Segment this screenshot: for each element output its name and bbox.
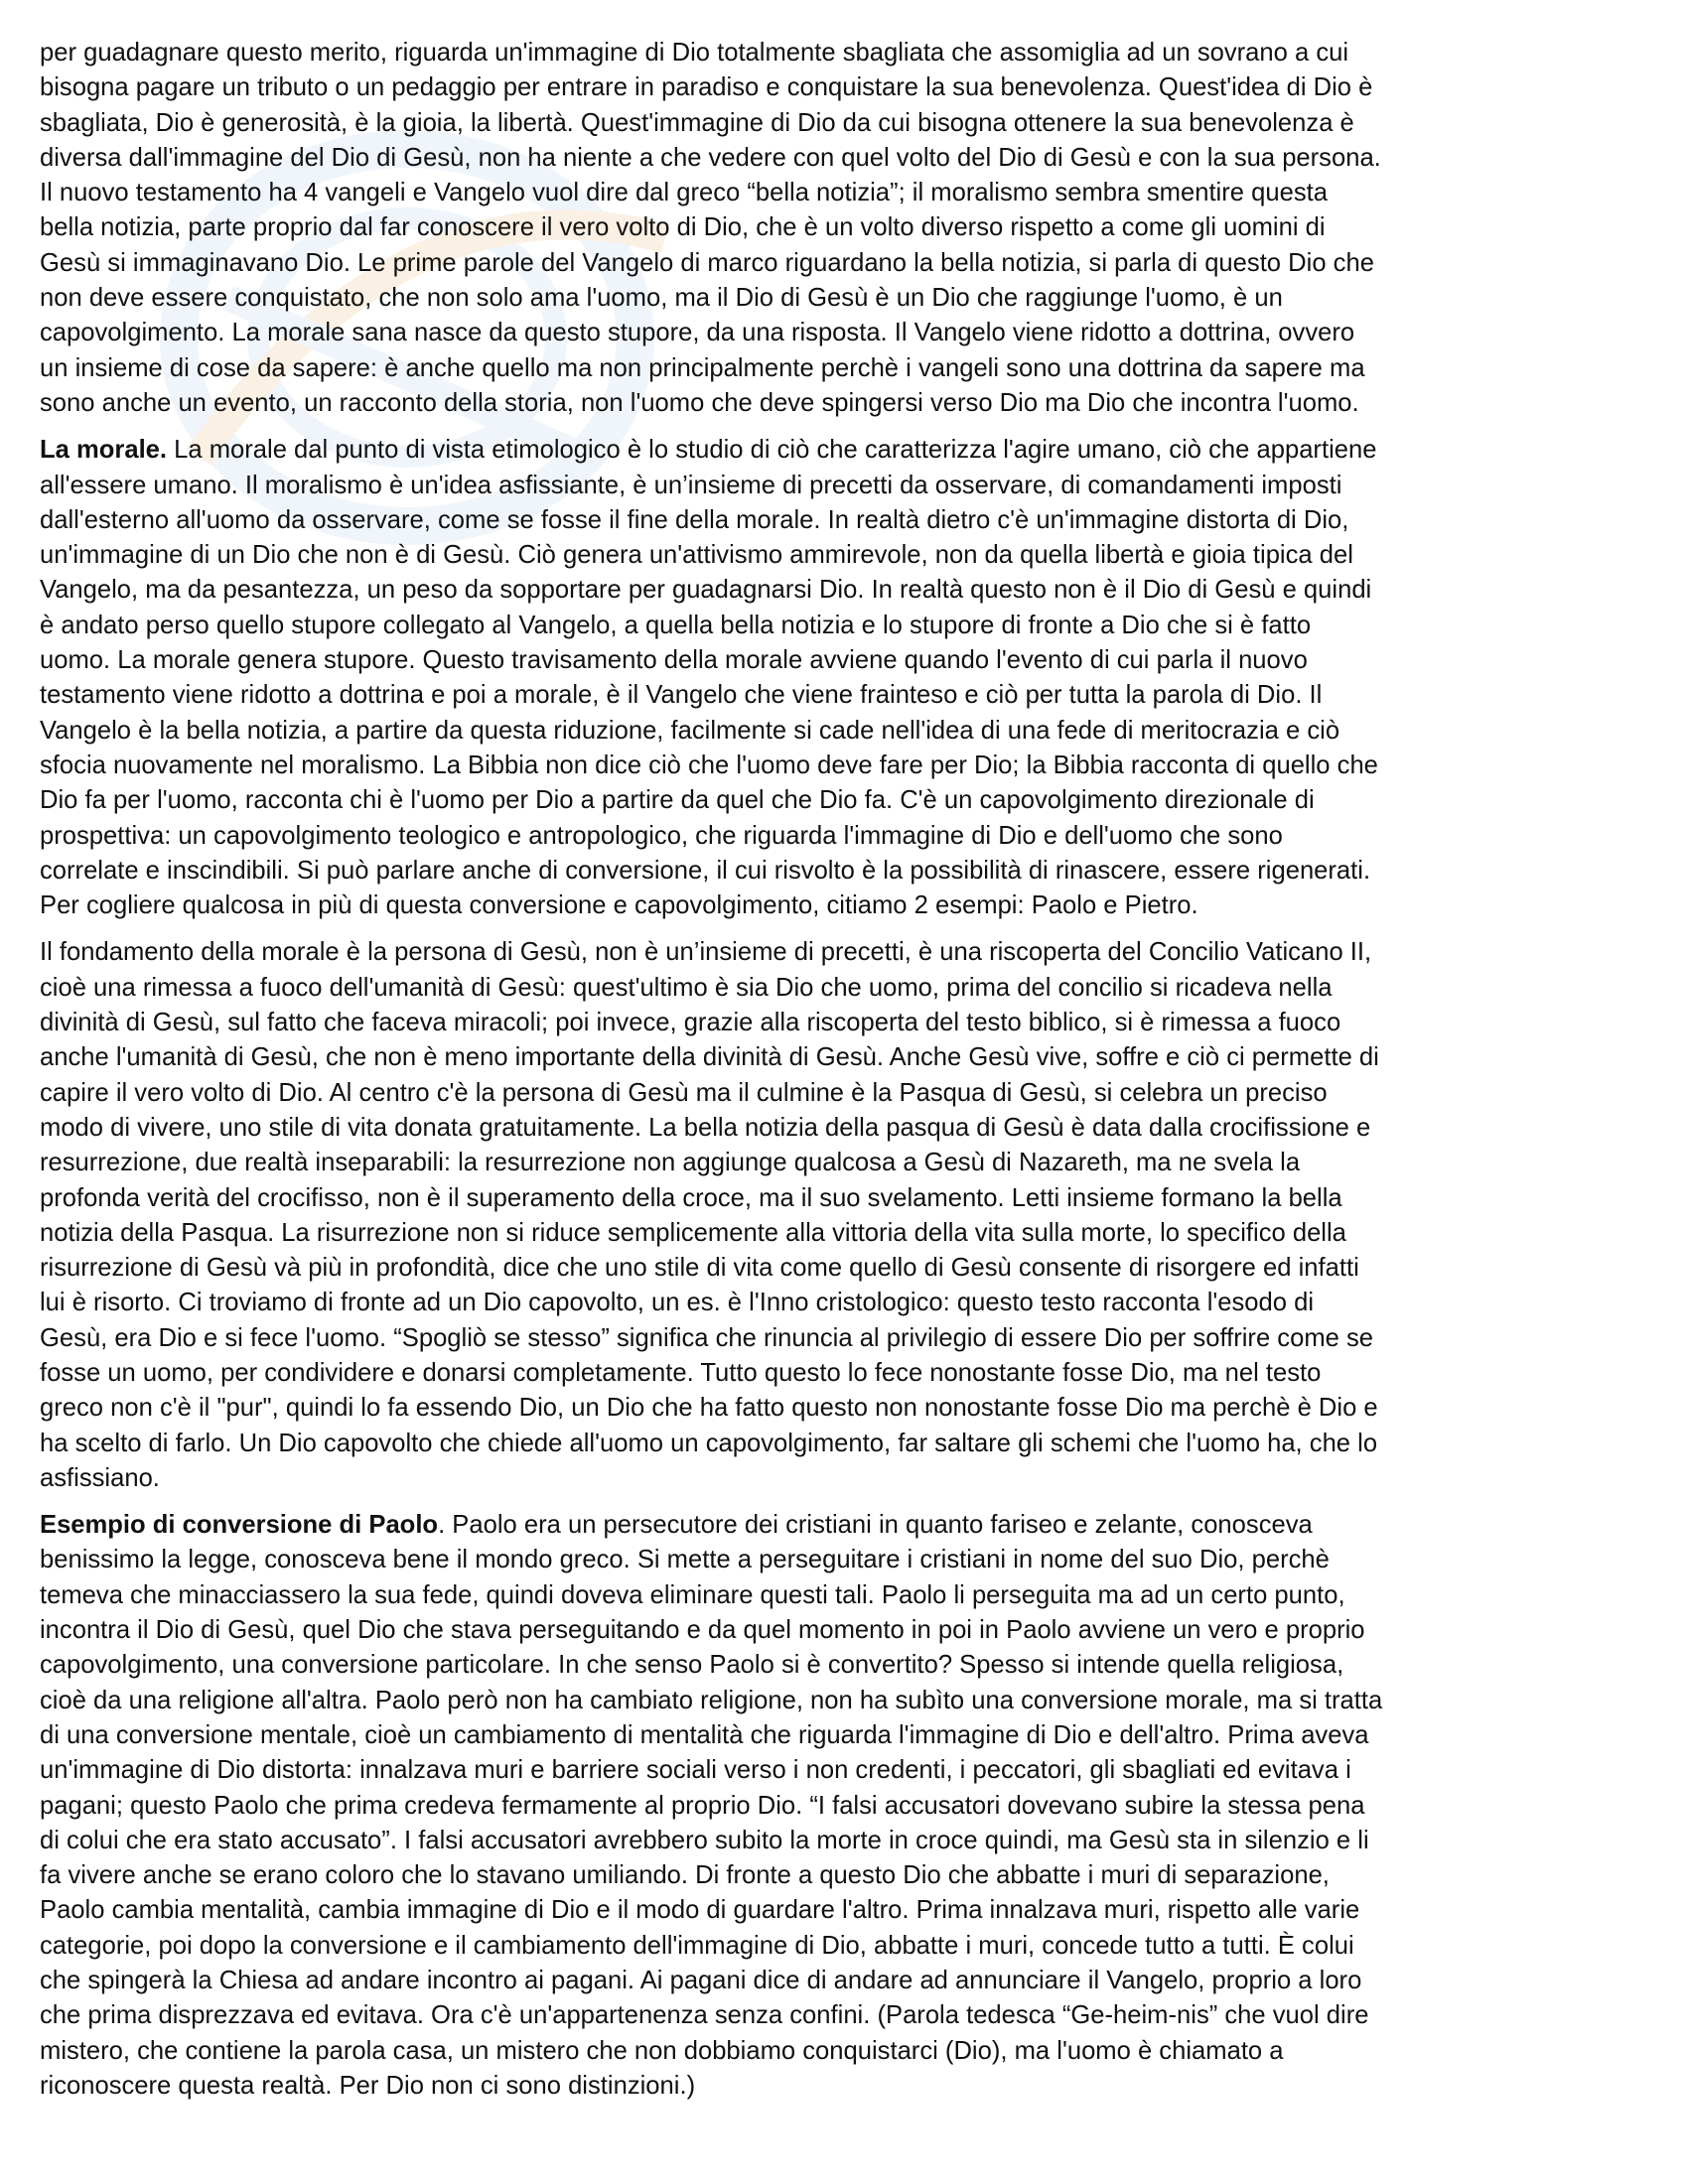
text-line: non deve essere conquistato, che non solo ama l'uomo, ma il Dio di Gesù è un Dio che raggiunge l'uomo, è un (40, 284, 1283, 313)
text-line: capovolgimento. La morale sana nasce da questo stupore, da una risposta. Il Vangelo viene ridotto a dottrina, ovvero (40, 319, 1355, 347)
document-body (40, 36, 1650, 2116)
text-line: fa vivere anche se erano coloro che lo stavano umiliando. Di fronte a questo Dio che abbatte i muri di separazione, (40, 1861, 1330, 1890)
text-line: categorie, poi dopo la conversione e il cambiamento dell'immagine di Dio, abbatte i muri, concede tutto a tutti. È colui (40, 1931, 1354, 1960)
text-line (40, 1508, 1650, 1543)
paragraph-paolo (40, 1508, 1650, 2104)
text-line: Paolo cambia mentalità, cambia immagine di Dio e il modo di guardare l'altro. Prima innalzava muri, rispetto alle varie (40, 1896, 1360, 1925)
text-line: risurrezione di Gesù và più in profondità, dice che uno stile di vita come quello di Gesù consente di risorgere ed infatti (40, 1254, 1359, 1283)
text-line: Per cogliere qualcosa in più di questa conversione e capovolgimento, citiamo 2 esempi: Paolo e Pietro. (40, 891, 1198, 920)
text-line: pagani; questo Paolo che prima credeva fermamente al proprio Dio. “I falsi accusatori dovevano subire la stessa pena (40, 1791, 1365, 1820)
text-line: bella notizia, parte proprio dal far conoscere il vero volto di Dio, che è un volto diverso rispetto a come gli uomini di (40, 213, 1326, 242)
text-line: Il fondamento della morale è la persona di Gesù, non è un’insieme di precetti, è una riscoperta del Concilio Vaticano II, (40, 938, 1372, 967)
text-line (40, 433, 1650, 468)
paragraph-la-morale (40, 433, 1650, 923)
text-line: notizia della Pasqua. La risurrezione non si riduce semplicemente alla vittoria della vita sulla morte, lo specifico della (40, 1218, 1346, 1247)
text-line: all'essere umano. Il moralismo è un'idea asfissiante, è un’insieme di precetti da osservare, di comandamenti imposti (40, 471, 1342, 499)
text-line: resurrezione, due realtà inseparabili: la resurrezione non aggiunge qualcosa a Gesù di Nazareth, ma ne svela la (40, 1149, 1301, 1177)
text-line: capire il vero volto di Dio. Al centro c'è la persona di Gesù ma il culmine è la Pasqua di Gesù, si celebra un preciso (40, 1078, 1328, 1107)
text-line: fosse un uomo, per condividere e donarsi completamente. Tutto questo lo fece nonostante fosse Dio, ma nel testo (40, 1358, 1322, 1387)
text-line: di colui che era stato accusato”. I falsi accusatori avrebbero subito la morte in croce quindi, ma Gesù sta in silenzio e li (40, 1826, 1369, 1854)
text-line: è andato perso quello stupore collegato al Vangelo, a quella bella notizia e lo stupore di fronte a Dio che si è fatto (40, 611, 1312, 639)
text-line: correlate e inscindibili. Si può parlare anche di conversione, il cui risvolto è la possibilità di rinascere, essere rigenerati. (40, 856, 1371, 885)
text-line: prospettiva: un capovolgimento teologico e antropologico, che riguarda l'immagine di Dio e dell'uomo che sono (40, 821, 1283, 850)
text-line: benissimo la legge, conosceva bene il mondo greco. Si mette a perseguitare i cristiani in nome del suo Dio, perchè (40, 1546, 1330, 1574)
text-line: un'immagine di Dio distorta: innalzava muri e barriere sociali verso i non credenti, i peccatori, gli sbagliati ed evitava i (40, 1756, 1351, 1785)
section-heading: Esempio di conversione di Paolo (40, 1511, 439, 1540)
text-line: capovolgimento, una conversione particolare. In che senso Paolo si è convertito? Spesso si intende quella religiosa, (40, 1651, 1344, 1680)
text-line: di una conversione mentale, cioè un cambiamento di mentalità che riguarda l'immagine di Dio e dell'altro. Prima aveva (40, 1720, 1369, 1749)
text-run: La morale dal punto di vista etimologico è lo studio di ciò che caratterizza l'agire umano, ciò che appartiene (167, 436, 1377, 465)
text-line: modo di vivere, uno stile di vita donata gratuitamente. La bella notizia della pasqua di Gesù è data dalla crocifissione e (40, 1113, 1371, 1142)
text-line: greco non c'è il "pur", quindi lo fa essendo Dio, un Dio che ha fatto questo non nonostante fosse Dio ma perchè è Dio e (40, 1394, 1378, 1423)
paragraph-fondamento (40, 935, 1650, 1496)
text-line: che spingerà la Chiesa ad andare incontro ai pagani. Ai pagani dice di andare ad annunciare il Vangelo, proprio a loro (40, 1967, 1362, 1995)
text-line: Vangelo è la bella notizia, a partire da questa riduzione, facilmente si cade nell'idea di una fede di meritocrazia e ciò (40, 716, 1340, 745)
text-line: un insieme di cose da sapere: è anche quello ma non principalmente perchè i vangeli sono una dottrina da sapere ma (40, 353, 1365, 382)
text-line: cioè una rimessa a fuoco dell'umanità di Gesù: quest'ultimo è sia Dio che uomo, prima del concilio si ricadeva nella (40, 973, 1333, 1002)
text-line: Il nuovo testamento ha 4 vangeli e Vangelo vuol dire dal greco “bella notizia”; il moralismo sembra smentire questa (40, 179, 1328, 207)
text-line: testamento viene ridotto a dottrina e poi a morale, è il Vangelo che viene frainteso e ciò per tutta la parola di Dio. Il (40, 681, 1323, 710)
text-line: mistero, che contiene la parola casa, un mistero che non dobbiamo conquistarci (Dio), ma l'uomo è chiamato a (40, 2036, 1284, 2065)
text-line: Gesù, era Dio e si fece l'uomo. “Spogliò se stesso” significa che rinuncia al privilegio di essere Dio per soffrire come se (40, 1323, 1374, 1352)
text-line: uomo. La morale genera stupore. Questo travisamento della morale avviene quando l'evento di cui parla il nuovo (40, 646, 1308, 675)
text-line: ha scelto di farlo. Un Dio capovolto che chiede all'uomo un capovolgimento, far saltare gli schemi che l'uomo ha, che lo (40, 1429, 1378, 1457)
text-line: sbagliata, Dio è generosità, è la gioia, la libertà. Quest'immagine di Dio da cui bisogna ottenere la sua benevolenza è (40, 108, 1354, 137)
text-line: dall'esterno all'uomo da osservare, come se fosse il fine della morale. In realtà dietro c'è un'immagine distorta di Dio, (40, 505, 1349, 534)
text-line: divinità di Gesù, sul fatto che faceva miracoli; poi invece, grazie alla riscoperta del testo biblico, si è rimessa a fuoco (40, 1009, 1341, 1037)
text-line: diversa dall'immagine del Dio di Gesù, non ha niente a che vedere con quel volto del Dio di Gesù e con la sua persona. (40, 143, 1381, 172)
section-heading: La morale. (40, 436, 168, 465)
text-line: Gesù si immaginavano Dio. Le prime parole del Vangelo di marco riguardano la bella notizia, si parla di questo Dio che (40, 248, 1374, 277)
text-line: bisogna pagare un tributo o un pedaggio per entrare in paradiso e conquistare la sua benevolenza. Quest'idea di Dio è (40, 73, 1373, 102)
text-line: sono anche un evento, un racconto della storia, non l'uomo che deve spingersi verso Dio ma Dio che incontra l'uomo. (40, 388, 1359, 417)
text-line: lui è risorto. Ci troviamo di fronte ad un Dio capovolto, un es. è l'Inno cristologico: questo testo racconta l'esodo di (40, 1289, 1315, 1317)
text-line: Vangelo, ma da pesantezza, un peso da sopportare per guadagnarsi Dio. In realtà questo non è il Dio di Gesù e quindi (40, 576, 1372, 605)
paragraph-intro (40, 36, 1650, 421)
text-line: incontra il Dio di Gesù, quel Dio che stava perseguitando e da quel momento in poi in Paolo avviene un vero e proprio (40, 1616, 1365, 1645)
text-line: profonda verità del crocifisso, non è il superamento della croce, ma il suo svelamento. Letti insieme formano la bella (40, 1183, 1342, 1212)
text-line: cioè da una religione all'altra. Paolo però non ha cambiato religione, non ha subìto una conversione morale, ma si tratta (40, 1686, 1383, 1714)
text-line: asfissiano. (40, 1463, 160, 1492)
text-run: . Paolo era un persecutore dei cristiani in quanto fariseo e zelante, conosceva (438, 1511, 1313, 1540)
text-line: riconoscere questa realtà. Per Dio non ci sono distinzioni.) (40, 2071, 696, 2100)
text-line: Dio fa per l'uomo, racconta chi è l'uomo per Dio a partire da quel che Dio fa. C'è un capovolgimento direzionale di (40, 786, 1315, 815)
text-line: per guadagnare questo merito, riguarda un'immagine di Dio totalmente sbagliata che assomiglia ad un sovrano a cui (40, 39, 1349, 67)
text-line: anche l'umanità di Gesù, che non è meno importante della divinità di Gesù. Anche Gesù vive, soffre e ciò ci permette di (40, 1043, 1379, 1072)
text-line: un'immagine di un Dio che non è di Gesù. Ciò genera un'attivismo ammirevole, non da quella libertà e gioia tipica del (40, 541, 1353, 570)
text-line: che prima disprezzava ed evitava. Ora c'è un'appartenenza senza confini. (Parola tedesca “Ge-heim-nis” che vuol dire (40, 2001, 1369, 2030)
text-line: temeva che minacciassero la sua fede, quindi doveva eliminare questi tali. Paolo li perseguita ma ad un certo punto, (40, 1580, 1345, 1609)
text-line: sfocia nuovamente nel moralismo. La Bibbia non dice ciò che l'uomo deve fare per Dio; la Bibbia racconta di quello che (40, 751, 1378, 779)
